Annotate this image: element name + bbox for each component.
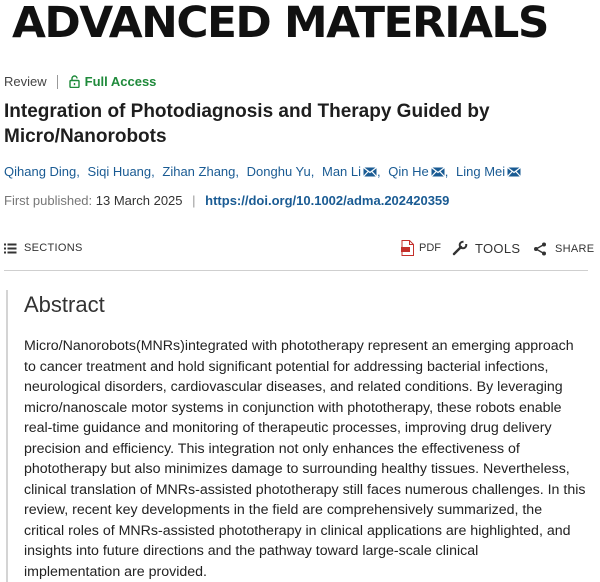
abstract-line: neurological disorders, cardiovascular diseases, and related conditions. By leveraging: [24, 379, 563, 395]
author-name[interactable]: Zihan Zhang: [162, 164, 236, 179]
access-badge: [69, 74, 157, 89]
author-name[interactable]: Ling Mei: [456, 164, 506, 179]
abstract-line: clinical translation of MNRs-assisted phototherapy still faces numerous challenges. In this: [24, 481, 586, 498]
author-link[interactable]: [388, 164, 444, 179]
share-button[interactable]: [533, 242, 594, 256]
author-link[interactable]: [247, 164, 311, 179]
wrench-icon: [452, 240, 468, 256]
abstract-line: precision and efficiency. This integration not only enhances the effectiveness of: [24, 440, 520, 457]
sections-button[interactable]: [4, 242, 83, 254]
article-title: [4, 99, 564, 149]
envelope-icon[interactable]: [363, 167, 377, 177]
publication-info: [4, 193, 449, 208]
article-title-line: Micro/Nanorobots: [4, 126, 167, 147]
unlock-icon: [69, 75, 80, 88]
abstract-line: insights into future directions and the pathway toward large-scale clinical: [24, 543, 479, 559]
author-list: Qihang Ding , Siqi Huang , Zihan Zhang , Donghu Yu , Man Li , Qin He , Ling Mei: [4, 164, 521, 179]
tools-button[interactable]: [452, 240, 520, 256]
pdf-button[interactable]: [401, 240, 441, 256]
abstract-line: review, recent key developments in the field are comprehensively summarized, the: [24, 502, 543, 518]
author-link[interactable]: [4, 164, 76, 179]
pdf-label[interactable]: PDF: [419, 242, 441, 254]
envelope-icon[interactable]: [507, 167, 521, 177]
tools-label[interactable]: TOOLS: [475, 240, 521, 256]
abstract-body: [24, 336, 592, 582]
pub-divider: |: [192, 193, 196, 208]
published-label: First published:: [4, 193, 93, 208]
author-name[interactable]: Donghu Yu: [246, 164, 311, 179]
author-link[interactable]: [322, 164, 377, 179]
article-type: Review: [4, 74, 47, 89]
abstract-line: real-time guidance and monitoring of therapeutic processes, improving drug delivery: [24, 420, 552, 436]
share-label[interactable]: SHARE: [555, 243, 595, 255]
author-name[interactable]: Man Li: [322, 164, 362, 179]
sections-label[interactable]: SECTIONS: [24, 242, 83, 254]
abstract-line: critical roles of MNRs-assisted phototherapy in clinical applications are highlighted, and: [24, 522, 571, 539]
author-name[interactable]: Qin He: [388, 164, 429, 179]
published-date: 13 March 2025: [95, 193, 183, 208]
access-label: Full Access: [84, 74, 157, 89]
abstract-heading: Abstract: [24, 292, 105, 317]
journal-masthead[interactable]: ADVANCED MATERIALS: [12, 0, 548, 48]
abstract-line: micro/nanoscale motor systems in conjunction with phototherapy, these robots enable: [24, 399, 562, 416]
abstract-line: phototherapy but also minimizes damage to surrounding healthy tissues. Nevertheless,: [24, 461, 570, 477]
share-icon: [533, 242, 547, 256]
article-toolbar: [0, 238, 600, 262]
list-icon: [4, 243, 17, 254]
abstract-line: Micro/Nanorobots(MNRs)integrated with phototherapy represent an emerging approach: [24, 338, 574, 354]
abstract-line: to cancer treatment and hold significant potential for addressing bacterial infections,: [24, 358, 549, 375]
envelope-icon[interactable]: [431, 167, 445, 177]
abstract-line: implementation are provided.: [24, 563, 207, 580]
author-link[interactable]: [456, 164, 521, 179]
author-link[interactable]: [88, 164, 152, 179]
toolbar-divider: [4, 270, 588, 271]
author-link[interactable]: [162, 164, 235, 179]
meta-divider: [57, 75, 58, 89]
abstract-section: [6, 290, 598, 582]
article-meta-row: [4, 74, 156, 89]
pdf-icon: [401, 240, 414, 256]
author-name[interactable]: Siqi Huang: [87, 164, 152, 179]
author-name[interactable]: Qihang Ding: [4, 164, 77, 179]
article-title-line: Integration of Photodiagnosis and Therapy Guided by: [4, 101, 490, 122]
doi-link[interactable]: https://doi.org/10.1002/adma.202420359: [205, 193, 450, 208]
